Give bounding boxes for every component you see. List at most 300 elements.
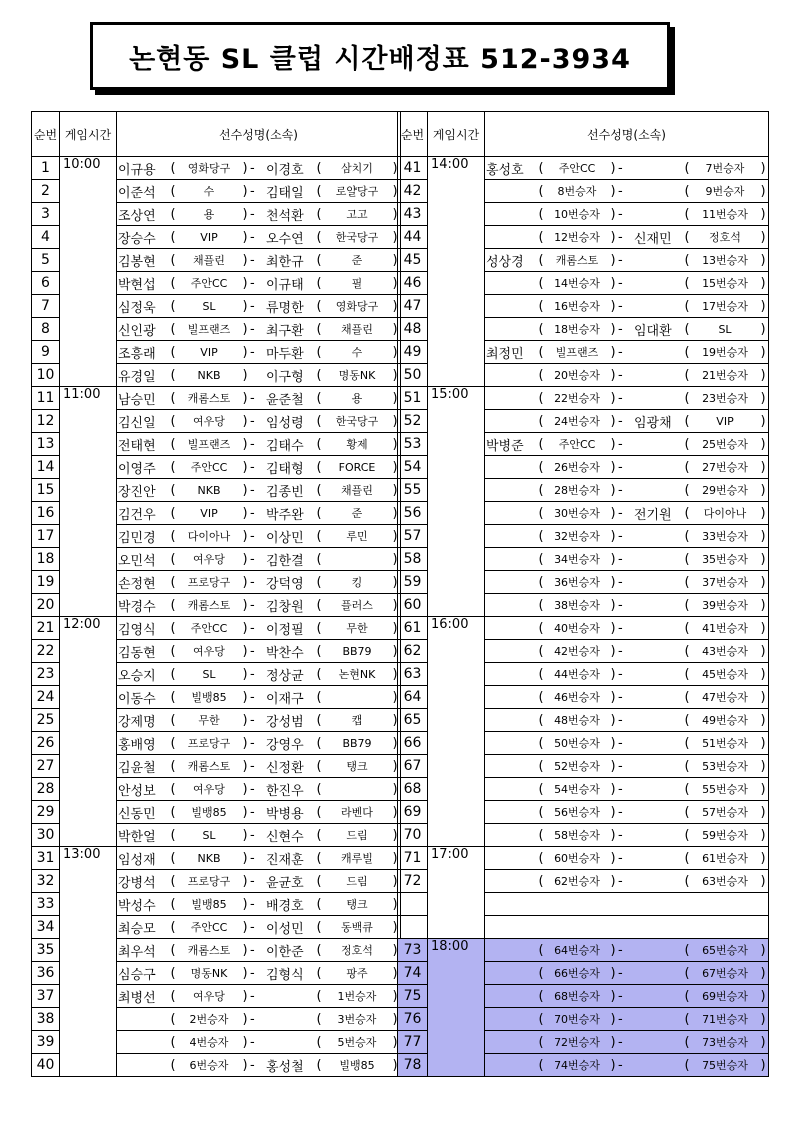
match-cell	[117, 893, 401, 916]
player1-club: 4번승자	[189, 1036, 229, 1049]
row-number: 26	[32, 732, 60, 755]
match-cell	[117, 226, 401, 249]
match-cell	[485, 180, 769, 203]
match-cell	[117, 157, 401, 180]
paren-close: )	[392, 206, 398, 222]
player1-club: 수	[203, 185, 215, 198]
row-number: 14	[32, 456, 60, 479]
match-cell	[485, 663, 769, 686]
row-number: 69	[398, 801, 428, 824]
match-cell	[485, 387, 769, 410]
match-cell	[485, 364, 769, 387]
paren-open: (	[316, 942, 322, 958]
row-number: 24	[32, 686, 60, 709]
game-time: 13:00	[60, 847, 117, 1077]
player2-name: 홍성철	[266, 1059, 304, 1075]
player1-club: 주안CC	[558, 162, 596, 175]
separator: -	[618, 160, 623, 176]
player2-club: BB79	[342, 644, 372, 658]
paren-close: )	[242, 436, 248, 452]
separator: -	[618, 666, 623, 682]
separator: -	[618, 827, 623, 843]
player2-club: 59번승자	[702, 829, 748, 842]
paren-open: (	[684, 390, 690, 406]
match-line	[485, 939, 768, 961]
paren-close: )	[610, 528, 616, 544]
player2-club: 3번승자	[337, 1013, 377, 1026]
player1-club: 44번승자	[554, 668, 600, 681]
separator: -	[618, 942, 623, 958]
paren-open: (	[538, 574, 544, 590]
paren-open: (	[538, 160, 544, 176]
match-line	[117, 686, 400, 708]
row-number: 74	[398, 962, 428, 985]
row-number: 5	[32, 249, 60, 272]
match-cell	[117, 962, 401, 985]
player2-club: 53번승자	[702, 760, 748, 773]
player1-name: 홍성호	[486, 162, 524, 178]
player1-name: 조상연	[118, 208, 156, 224]
paren-open: (	[684, 712, 690, 728]
player2-club: 명동NK	[338, 369, 376, 382]
match-line	[117, 433, 400, 455]
paren-open: (	[684, 206, 690, 222]
paren-close: )	[242, 597, 248, 613]
player2-club: 37번승자	[702, 576, 748, 589]
paren-open: (	[684, 666, 690, 682]
player2-name: 김종빈	[266, 484, 304, 500]
row-number: 37	[32, 985, 60, 1008]
player2-club: 69번승자	[702, 990, 748, 1003]
player1-club: 주안CC	[190, 622, 228, 635]
paren-close: )	[392, 896, 398, 912]
player1-club: 10번승자	[554, 208, 600, 221]
player2-name: 최구환	[266, 323, 304, 339]
paren-close: )	[392, 965, 398, 981]
match-cell	[117, 502, 401, 525]
header-time: 게임시간	[60, 112, 117, 157]
player2-club: 고고	[346, 208, 368, 221]
player1-club: 여우당	[193, 645, 225, 658]
match-line	[117, 594, 400, 616]
row-number: 67	[398, 755, 428, 778]
separator: -	[250, 850, 255, 866]
paren-open: (	[170, 229, 176, 245]
paren-open: (	[684, 160, 690, 176]
player1-name: 이영주	[118, 461, 156, 477]
separator: -	[618, 758, 623, 774]
match-cell	[117, 1054, 401, 1077]
paren-open: (	[684, 229, 690, 245]
match-line	[117, 387, 400, 409]
match-cell	[485, 939, 769, 962]
paren-open: (	[316, 413, 322, 429]
paren-open: (	[316, 252, 322, 268]
match-line	[117, 410, 400, 432]
match-cell	[117, 479, 401, 502]
player2-name: 강영우	[266, 737, 304, 753]
player1-name: 오승지	[118, 668, 156, 684]
separator: -	[618, 505, 623, 521]
paren-close: )	[392, 183, 398, 199]
match-cell	[485, 870, 769, 893]
paren-open: (	[684, 413, 690, 429]
row-number: 48	[398, 318, 428, 341]
player2-name: 강성범	[266, 714, 304, 730]
player2-name: 이경호	[266, 162, 304, 178]
player1-name: 성상경	[486, 254, 524, 270]
row-number: 51	[398, 387, 428, 410]
game-time: 16:00	[428, 617, 485, 847]
match-cell	[117, 272, 401, 295]
player2-club: 47번승자	[702, 691, 748, 704]
row-number: 35	[32, 939, 60, 962]
separator: -	[618, 390, 623, 406]
player1-club: 62번승자	[554, 875, 600, 888]
player2-club: 57번승자	[702, 806, 748, 819]
player2-club: 채플린	[341, 484, 373, 497]
paren-close: )	[242, 919, 248, 935]
player1-club: 캐롬스토	[555, 254, 599, 267]
paren-open: (	[316, 482, 322, 498]
paren-close: )	[242, 528, 248, 544]
row-number: 7	[32, 295, 60, 318]
row-number: 50	[398, 364, 428, 387]
match-line	[117, 364, 400, 386]
player1-name: 박성수	[118, 898, 156, 914]
row-number: 60	[398, 594, 428, 617]
player2-club: 라벤다	[341, 806, 373, 819]
title-box	[90, 22, 670, 90]
paren-open: (	[538, 965, 544, 981]
row-number: 44	[398, 226, 428, 249]
paren-open: (	[316, 735, 322, 751]
paren-open: (	[538, 942, 544, 958]
player1-name: 신인광	[118, 323, 156, 339]
match-cell	[117, 433, 401, 456]
paren-close: )	[392, 643, 398, 659]
table-row	[32, 617, 401, 640]
paren-open: (	[684, 643, 690, 659]
player1-club: 34번승자	[554, 553, 600, 566]
paren-close: )	[610, 183, 616, 199]
paren-open: (	[170, 574, 176, 590]
paren-close: )	[610, 666, 616, 682]
paren-close: )	[392, 988, 398, 1004]
match-cell	[485, 479, 769, 502]
separator: -	[618, 436, 623, 452]
player1-club: 64번승자	[554, 944, 600, 957]
row-number: 71	[398, 847, 428, 870]
paren-open: (	[170, 459, 176, 475]
paren-close: )	[242, 413, 248, 429]
player2-club: 35번승자	[702, 553, 748, 566]
row-number: 32	[32, 870, 60, 893]
paren-open: (	[538, 666, 544, 682]
match-line	[485, 1054, 768, 1076]
paren-close: )	[392, 712, 398, 728]
player1-club: NKB	[197, 851, 221, 865]
separator: -	[250, 666, 255, 682]
player2-club: 45번승자	[702, 668, 748, 681]
paren-close: )	[760, 942, 766, 958]
player1-name: 신동민	[118, 806, 156, 822]
match-line	[117, 548, 400, 570]
paren-open: (	[316, 919, 322, 935]
paren-close: )	[610, 965, 616, 981]
paren-close: )	[610, 643, 616, 659]
paren-open: (	[538, 344, 544, 360]
paren-open: (	[684, 367, 690, 383]
player1-club: 빌뱅85	[191, 806, 227, 819]
player2-name: 신재민	[634, 231, 672, 247]
match-cell	[485, 686, 769, 709]
separator: -	[250, 1057, 255, 1073]
match-line	[117, 847, 400, 869]
match-cell	[485, 433, 769, 456]
player1-club: 68번승자	[554, 990, 600, 1003]
paren-open: (	[684, 873, 690, 889]
paren-close: )	[392, 459, 398, 475]
paren-open: (	[538, 505, 544, 521]
player1-club: 무한	[198, 714, 220, 727]
separator: -	[618, 712, 623, 728]
player2-name: 김창원	[266, 599, 304, 615]
player2-club: 1번승자	[337, 990, 377, 1003]
row-number: 77	[398, 1031, 428, 1054]
player1-name: 오민석	[118, 553, 156, 569]
paren-close: )	[392, 229, 398, 245]
row-number: 63	[398, 663, 428, 686]
match-cell	[485, 594, 769, 617]
paren-open: (	[538, 1034, 544, 1050]
match-cell	[117, 1008, 401, 1031]
player2-name: 마두환	[266, 346, 304, 362]
row-number: 47	[398, 295, 428, 318]
paren-open: (	[538, 597, 544, 613]
match-cell	[485, 456, 769, 479]
paren-close: )	[242, 160, 248, 176]
match-cell	[117, 571, 401, 594]
player2-club: 51번승자	[702, 737, 748, 750]
paren-close: )	[610, 206, 616, 222]
player2-name: 이규태	[266, 277, 304, 293]
player2-name: 최한규	[266, 254, 304, 270]
match-line	[485, 571, 768, 593]
player1-club: 주안CC	[558, 438, 596, 451]
player2-club: 55번승자	[702, 783, 748, 796]
match-line	[117, 640, 400, 662]
player1-club: SL	[202, 667, 216, 681]
paren-open: (	[170, 804, 176, 820]
match-line	[485, 663, 768, 685]
match-line	[485, 732, 768, 754]
paren-open: (	[684, 781, 690, 797]
match-line	[485, 594, 768, 616]
player1-club: 프로당구	[187, 737, 231, 750]
row-number: 54	[398, 456, 428, 479]
separator: -	[250, 873, 255, 889]
match-line	[117, 870, 400, 892]
row-number	[398, 916, 428, 939]
match-cell	[485, 617, 769, 640]
player1-club: 22번승자	[554, 392, 600, 405]
separator: -	[250, 689, 255, 705]
paren-close: )	[242, 1057, 248, 1073]
paren-open: (	[316, 1034, 322, 1050]
paren-close: )	[242, 344, 248, 360]
match-cell	[485, 571, 769, 594]
row-number: 57	[398, 525, 428, 548]
paren-close: )	[392, 1011, 398, 1027]
separator: -	[618, 252, 623, 268]
player2-club: 무한	[346, 622, 368, 635]
player2-club: 영화당구	[335, 300, 379, 313]
player1-name: 안성보	[118, 783, 156, 799]
header-name: 선수성명(소속)	[485, 112, 769, 157]
paren-open: (	[684, 689, 690, 705]
match-cell	[485, 732, 769, 755]
player1-name: 박병준	[486, 438, 524, 454]
match-cell	[485, 916, 769, 939]
paren-open: (	[170, 643, 176, 659]
player1-club: 72번승자	[554, 1036, 600, 1049]
player2-name: 강덕영	[266, 576, 304, 592]
separator: -	[618, 574, 623, 590]
paren-open: (	[684, 1034, 690, 1050]
paren-open: (	[170, 1034, 176, 1050]
player1-club: 다이아나	[187, 530, 231, 543]
player1-name: 김건우	[118, 507, 156, 523]
page-title: 논현동 SL 클럽 시간배정표 512-3934	[129, 43, 631, 75]
header-num: 순번	[398, 112, 428, 157]
player1-club: 74번승자	[554, 1059, 600, 1072]
paren-open: (	[170, 252, 176, 268]
player2-club: 25번승자	[702, 438, 748, 451]
player2-club: 61번승자	[702, 852, 748, 865]
match-cell	[485, 272, 769, 295]
paren-open: (	[316, 390, 322, 406]
paren-open: (	[684, 1011, 690, 1027]
player2-name: 오수연	[266, 231, 304, 247]
match-cell	[117, 640, 401, 663]
separator: -	[618, 482, 623, 498]
match-cell	[117, 755, 401, 778]
player2-club: 채플린	[341, 323, 373, 336]
paren-close: )	[760, 873, 766, 889]
match-line	[485, 801, 768, 823]
match-cell	[117, 249, 401, 272]
player2-club: 캡	[351, 714, 363, 727]
match-line	[485, 755, 768, 777]
match-cell	[485, 1031, 769, 1054]
player2-club: 준	[351, 507, 363, 520]
paren-close: )	[760, 1011, 766, 1027]
paren-open: (	[170, 436, 176, 452]
player1-club: 주안CC	[190, 277, 228, 290]
separator: -	[618, 206, 623, 222]
separator: -	[618, 804, 623, 820]
match-cell	[117, 686, 401, 709]
paren-open: (	[170, 413, 176, 429]
paren-close: )	[610, 482, 616, 498]
separator: -	[618, 275, 623, 291]
match-line	[485, 387, 768, 409]
match-line	[117, 272, 400, 294]
paren-close: )	[242, 574, 248, 590]
player2-club: 5번승자	[337, 1036, 377, 1049]
separator: -	[618, 850, 623, 866]
match-cell	[117, 939, 401, 962]
paren-open: (	[684, 275, 690, 291]
paren-open: (	[316, 183, 322, 199]
match-line	[485, 456, 768, 478]
paren-close: )	[760, 275, 766, 291]
paren-open: (	[316, 160, 322, 176]
paren-close: )	[242, 252, 248, 268]
row-number: 59	[398, 571, 428, 594]
match-line	[117, 295, 400, 317]
match-line	[485, 180, 768, 202]
paren-open: (	[684, 988, 690, 1004]
player2-club: 19번승자	[702, 346, 748, 359]
row-number: 33	[32, 893, 60, 916]
paren-open: (	[538, 643, 544, 659]
game-time: 14:00	[428, 157, 485, 387]
match-cell	[117, 410, 401, 433]
paren-open: (	[170, 528, 176, 544]
player2-club: 33번승자	[702, 530, 748, 543]
player2-name: 윤준철	[266, 392, 304, 408]
player2-name: 김태형	[266, 461, 304, 477]
player2-club: 황제	[346, 438, 368, 451]
separator: -	[250, 804, 255, 820]
separator: -	[250, 482, 255, 498]
paren-open: (	[538, 252, 544, 268]
separator: -	[250, 1011, 255, 1027]
paren-close: )	[392, 942, 398, 958]
paren-open: (	[170, 919, 176, 935]
table-row	[398, 157, 769, 180]
paren-close: )	[392, 367, 398, 383]
paren-close: )	[242, 275, 248, 291]
player2-name: 박주완	[266, 507, 304, 523]
match-cell	[485, 1054, 769, 1077]
player2-club: 17번승자	[702, 300, 748, 313]
paren-close: )	[760, 758, 766, 774]
paren-close: )	[242, 873, 248, 889]
player1-club: 20번승자	[554, 369, 600, 382]
player1-name: 김봉현	[118, 254, 156, 270]
paren-open: (	[316, 620, 322, 636]
paren-close: )	[760, 1057, 766, 1073]
match-cell	[485, 1008, 769, 1031]
paren-open: (	[538, 988, 544, 1004]
paren-close: )	[610, 988, 616, 1004]
paren-close: )	[242, 758, 248, 774]
player2-name: 김태수	[266, 438, 304, 454]
player1-name: 홍배영	[118, 737, 156, 753]
paren-close: )	[760, 574, 766, 590]
player1-name: 김민경	[118, 530, 156, 546]
player1-name: 장진안	[118, 484, 156, 500]
schedule-table-left	[31, 111, 401, 1077]
separator: -	[618, 528, 623, 544]
player1-club: VIP	[200, 230, 218, 244]
paren-open: (	[538, 620, 544, 636]
row-number: 56	[398, 502, 428, 525]
player1-name: 최병선	[118, 990, 156, 1006]
